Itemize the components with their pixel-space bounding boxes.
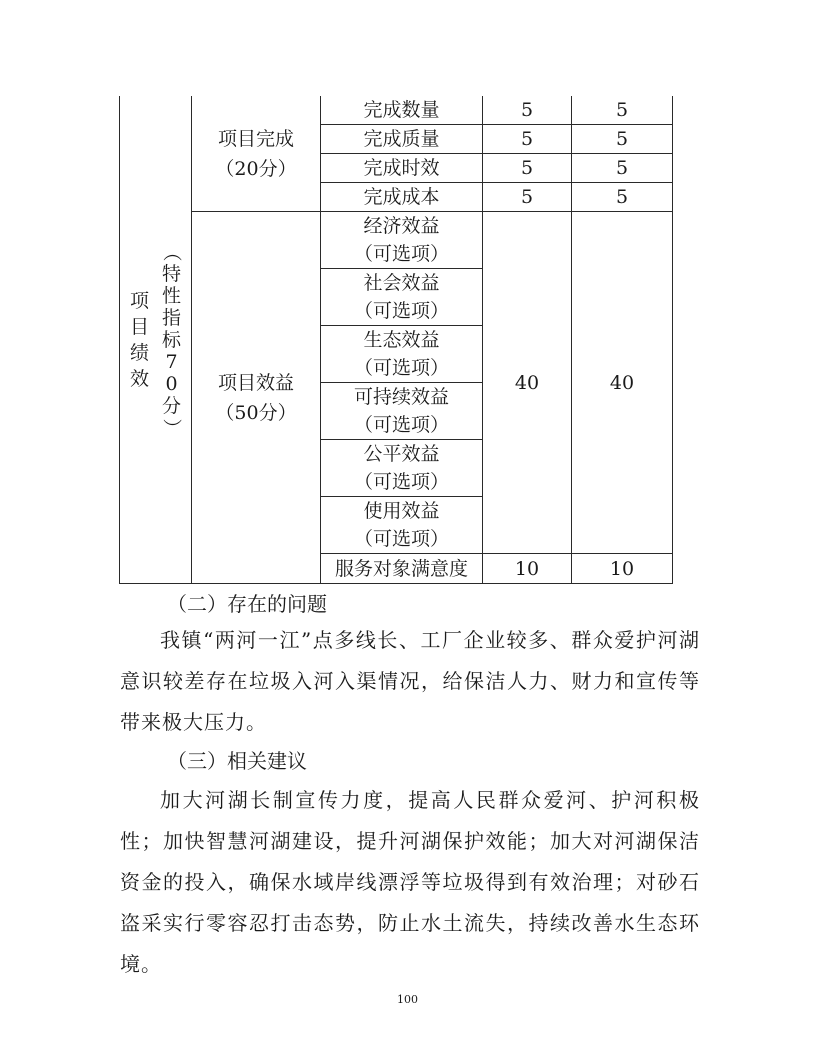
group-name: 项目效益: [217, 371, 294, 394]
category-label: 项目绩效: [129, 289, 149, 390]
category-cell: [120, 96, 192, 584]
metric-cell: 完成数量: [321, 96, 483, 125]
section-heading: （二）存在的问题: [167, 592, 327, 616]
group-points: （20分）: [215, 157, 297, 180]
metric-cell: 可持续效益 （可选项）: [321, 383, 483, 440]
score-cell: 5: [483, 96, 572, 125]
performance-score-table: [119, 96, 673, 584]
section-heading: （三）相关建议: [167, 749, 307, 773]
metric-cell: 经济效益 （可选项）: [321, 212, 483, 269]
score-cell: 10: [483, 554, 572, 584]
group-cell-benefit: [192, 212, 321, 584]
score-cell: 5: [572, 96, 673, 125]
score-cell: 5: [572, 125, 673, 154]
section-body: [120, 780, 700, 985]
metric-cell: 完成时效: [321, 154, 483, 183]
score-cell: 5: [572, 183, 673, 212]
group-cell-completion: [192, 96, 321, 212]
section-body: [120, 620, 700, 743]
merged-score-cell: 40: [572, 212, 673, 554]
paragraph: 我镇“两河一江”点多线长、工厂企业较多、群众爱护河湖意识较差存在垃圾入河入渠情况，给保洁人力、财力和宣传等带来极大压力。: [120, 628, 700, 734]
metric-cell: 社会效益 （可选项）: [321, 269, 483, 326]
score-cell: 5: [483, 125, 572, 154]
paragraph: 加大河湖长制宣传力度，提高人民群众爱河、护河积极性；加快智慧河湖建设，提升河湖保护效能；加大对河湖保洁资金的投入，确保水域岸线漂浮等垃圾得到有效治理；对砂石盗采实行零容忍打击态势，防止水土流失，持续改善水生态环境。: [120, 788, 700, 976]
score-cell: 5: [572, 154, 673, 183]
score-cell: 5: [483, 183, 572, 212]
score-cell: 10: [572, 554, 673, 584]
score-cell: 5: [483, 154, 572, 183]
metric-cell: 生态效益 （可选项）: [321, 326, 483, 383]
category-sub-label: （ 特性指标70分 ）: [160, 241, 183, 438]
group-name: 项目完成: [217, 127, 294, 150]
metric-cell: 完成质量: [321, 125, 483, 154]
metric-cell: 完成成本: [321, 183, 483, 212]
page-number: 100: [397, 993, 418, 1006]
merged-score-cell: 40: [483, 212, 572, 554]
metric-cell: 服务对象满意度: [321, 554, 483, 584]
metric-cell: 公平效益 （可选项）: [321, 440, 483, 497]
metric-cell: 使用效益 （可选项）: [321, 497, 483, 554]
group-points: （50分）: [215, 401, 297, 424]
